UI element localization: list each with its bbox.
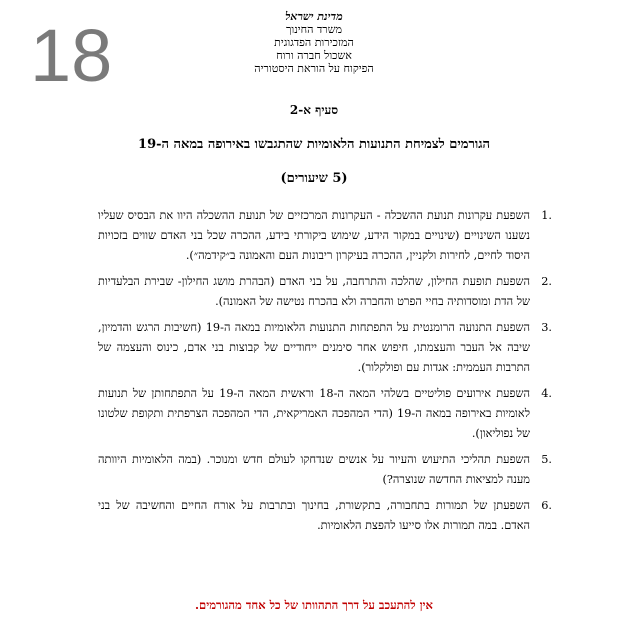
header-supervision: הפיקוח על הוראת היסטוריה <box>254 62 374 75</box>
header-secretariat: המזכירות הפדגוגית <box>274 36 354 49</box>
list-item-text: השפעתן של תמורות בתחבורה, בתקשורת, בחינוך ובתרבות על אורח החיים והחשיבה של בני האדם. במה תמורות אלו סייעו להפצת הלאומיות. <box>98 499 530 532</box>
list-item <box>98 318 552 378</box>
ministry-header <box>200 10 428 75</box>
list-item-number: 5. <box>541 453 552 466</box>
header-cluster: אשכול חברה ורוח <box>276 49 352 62</box>
list-item <box>98 272 552 312</box>
footer-note: אין להתעכב על דרך התהוותו של כל אחד מהגורמים. <box>195 598 433 612</box>
document-title: הגורמים לצמיחת התנועות הלאומיות שהתגבשו באירופה במאה ה-19 <box>138 137 490 152</box>
list-item-text: השפעת עקרונות תנועת ההשכלה - העקרונות המרכזיים של תנועת ההשכלה היוו את הבסיס שעליו נשענו השינויים (שינויים במקור הידע, שימוש ביקורתי בידע, ההכרה שכל בני האדם שווים בזכויות היסוד לחיים, לחירות ולקניין, ההכרה בעיקרון ריבונות העם והאמונה ב״קידמה״). <box>98 209 530 262</box>
list-item <box>98 496 552 536</box>
list-item <box>98 450 552 490</box>
lesson-count: (5 שיעורים) <box>280 171 348 186</box>
section-label: סעיף א-2 <box>289 103 339 117</box>
header-country: מדינת ישראל <box>285 10 343 23</box>
list-item-text: השפעת אירועים פוליטיים בשלהי המאה ה-18 וראשית המאה ה-19 על התפתחותן של תנועות לאומיות באירופה במאה ה-19 (הדי המהפכה האמריקאית, הדי המהפכה הצרפתית ותקופת שלטונו של נפוליאון). <box>98 387 530 440</box>
factors-list <box>98 206 552 542</box>
list-item-number: 6. <box>541 499 552 512</box>
list-item-number: 4. <box>541 387 552 400</box>
list-item-text: השפעת תהליכי התיעוש והעיור על אנשים שנדחקו לעולם חדש ומנוכר. (במה הלאומיות היוותה מענה למציאות החדשה שנוצרה?) <box>98 453 530 486</box>
list-item <box>98 384 552 444</box>
list-item-text: השפעת תופעת החילון, שהלכה והתרחבה, על בני האדם (הבהרת מושג החילון- שבירת הבלעדיות של הדת ומוסדותיה בחיי הפרט והחברה ולא בהכרח נטישה של האמונה). <box>98 275 530 308</box>
list-item <box>98 206 552 266</box>
list-item-number: 3. <box>541 321 552 334</box>
list-item-text: השפעת התנועה הרומנטית על התפתחות התנועות הלאומיות במאה ה-19 (חשיבות הרגש והדמיון, שיבה אל העבר והעצמתו, חיפוש אחר סימנים ייחודיים של קבוצות בני אדם, כינוס והעצמה של התרבות העממית: אגדות עם ופולקלור). <box>98 321 530 374</box>
page-number: 18 <box>30 14 113 97</box>
list-item-number: 1. <box>541 209 552 222</box>
header-ministry: משרד החינוך <box>285 23 342 36</box>
list-item-number: 2. <box>541 275 552 288</box>
